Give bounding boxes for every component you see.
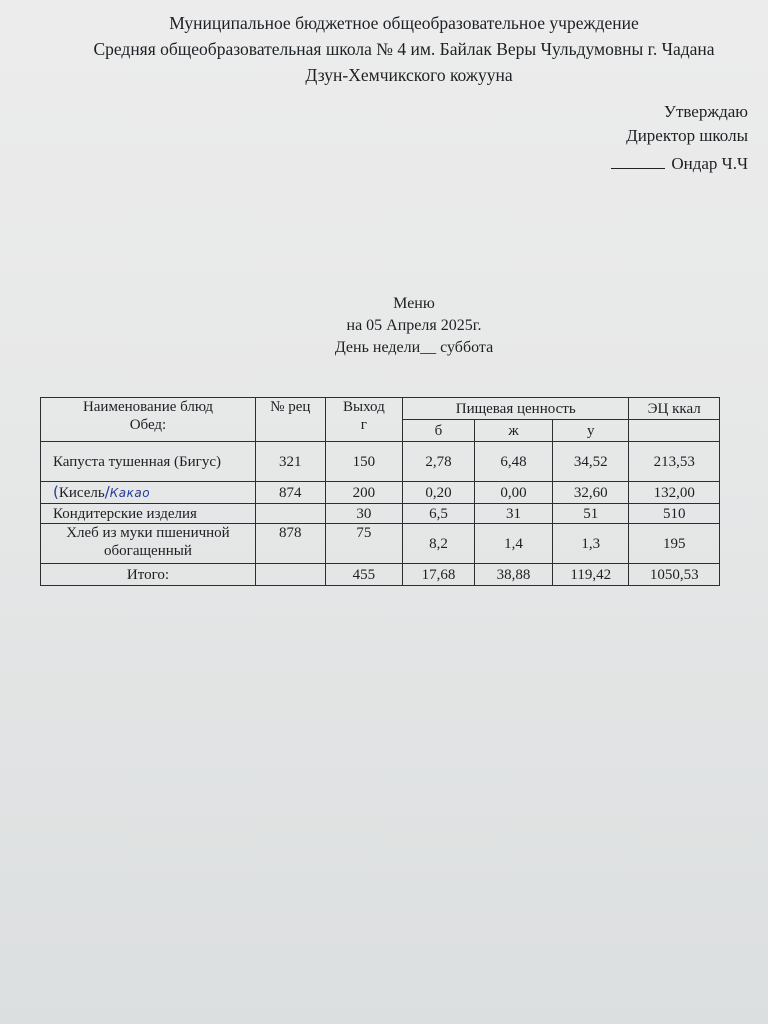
dish-carbs: 51 (553, 504, 629, 524)
dish-name: Кондитерские изделия (41, 504, 256, 524)
dish-carbs: 34,52 (553, 442, 629, 482)
table-row (41, 482, 720, 504)
dish-carbs: 32,60 (553, 482, 629, 504)
header-kcal-blank (629, 420, 720, 442)
header-line-1: Муниципальное бюджетное общеобразовательное учреждение (169, 13, 639, 33)
dish-kcal: 213,53 (629, 442, 720, 482)
signature-blank (611, 154, 665, 169)
menu-date: на 05 Апреля 2025г. (346, 317, 482, 334)
dish-name-cell (41, 482, 256, 504)
table-row (41, 504, 720, 524)
total-protein: 17,68 (403, 564, 475, 586)
menu-heading: Меню (393, 295, 435, 312)
dish-recipe: 874 (255, 482, 325, 504)
dish-fat: 6,48 (474, 442, 552, 482)
header-line-3: Дзун-Хемчикского кожууна (305, 65, 513, 85)
header-yield (325, 398, 402, 442)
dish-kcal: 195 (629, 524, 720, 564)
dish-yield: 200 (325, 482, 402, 504)
dish-recipe (255, 504, 325, 524)
table-row (41, 442, 720, 482)
dish-protein: 0,20 (403, 482, 475, 504)
header-kcal: ЭЦ ккал (629, 398, 720, 420)
dish-yield: 150 (325, 442, 402, 482)
total-yield: 455 (325, 564, 402, 586)
dish-fat: 31 (474, 504, 552, 524)
menu-weekday: День недели__ суббота (334, 339, 494, 356)
handwritten-note: Какао (109, 486, 151, 500)
total-recipe (255, 564, 325, 586)
director-position: Директор школы (626, 126, 748, 145)
header-carbs: у (553, 420, 629, 442)
total-kcal: 1050,53 (629, 564, 720, 586)
header-meal-label: Обед: (129, 417, 167, 433)
school-header (0, 10, 768, 88)
dish-recipe: 878 (255, 524, 325, 564)
dish-fat: 1,4 (474, 524, 552, 564)
approve-label: Утверждаю (663, 102, 748, 121)
dish-protein: 2,78 (403, 442, 475, 482)
dish-carbs: 1,3 (553, 524, 629, 564)
header-recipe: № рец (255, 398, 325, 442)
dish-yield: 75 (325, 524, 402, 564)
dish-name: Капуста тушенная (Бигус) (41, 442, 256, 482)
header-nutrition: Пищевая ценность (403, 398, 629, 420)
dish-fat: 0,00 (474, 482, 552, 504)
dish-yield: 30 (325, 504, 402, 524)
table-row (41, 524, 720, 564)
header-protein: б (403, 420, 475, 442)
dish-protein: 8,2 (403, 524, 475, 564)
menu-title (0, 293, 768, 359)
signer-name: Ондар Ч.Ч (671, 154, 748, 173)
handwritten-bracket: ( (53, 483, 59, 501)
dish-kcal: 132,00 (629, 482, 720, 504)
dish-name: Кисель (58, 485, 105, 501)
table-header-row (41, 398, 720, 420)
menu-table (40, 397, 720, 586)
dish-protein: 6,5 (403, 504, 475, 524)
total-carbs: 119,42 (553, 564, 629, 586)
header-yield-label: Выход (342, 399, 385, 415)
header-yield-unit: г (360, 417, 367, 433)
table-total-row (41, 564, 720, 586)
dish-recipe: 321 (255, 442, 325, 482)
header-dish-label: Наименование блюд (82, 399, 213, 415)
signature-line (611, 152, 748, 176)
header-fat: ж (474, 420, 552, 442)
total-label: Итого: (41, 564, 256, 586)
dish-name: Хлеб из муки пшеничной обогащенный (41, 524, 256, 564)
header-line-2: Средняя общеобразовательная школа № 4 им. Байлак Веры Чульдумовны г. Чадана (93, 39, 715, 59)
total-fat: 38,88 (474, 564, 552, 586)
handwritten-strike: / (104, 483, 110, 501)
dish-kcal: 510 (629, 504, 720, 524)
approval-block (611, 100, 748, 176)
header-dish-name (41, 398, 256, 442)
